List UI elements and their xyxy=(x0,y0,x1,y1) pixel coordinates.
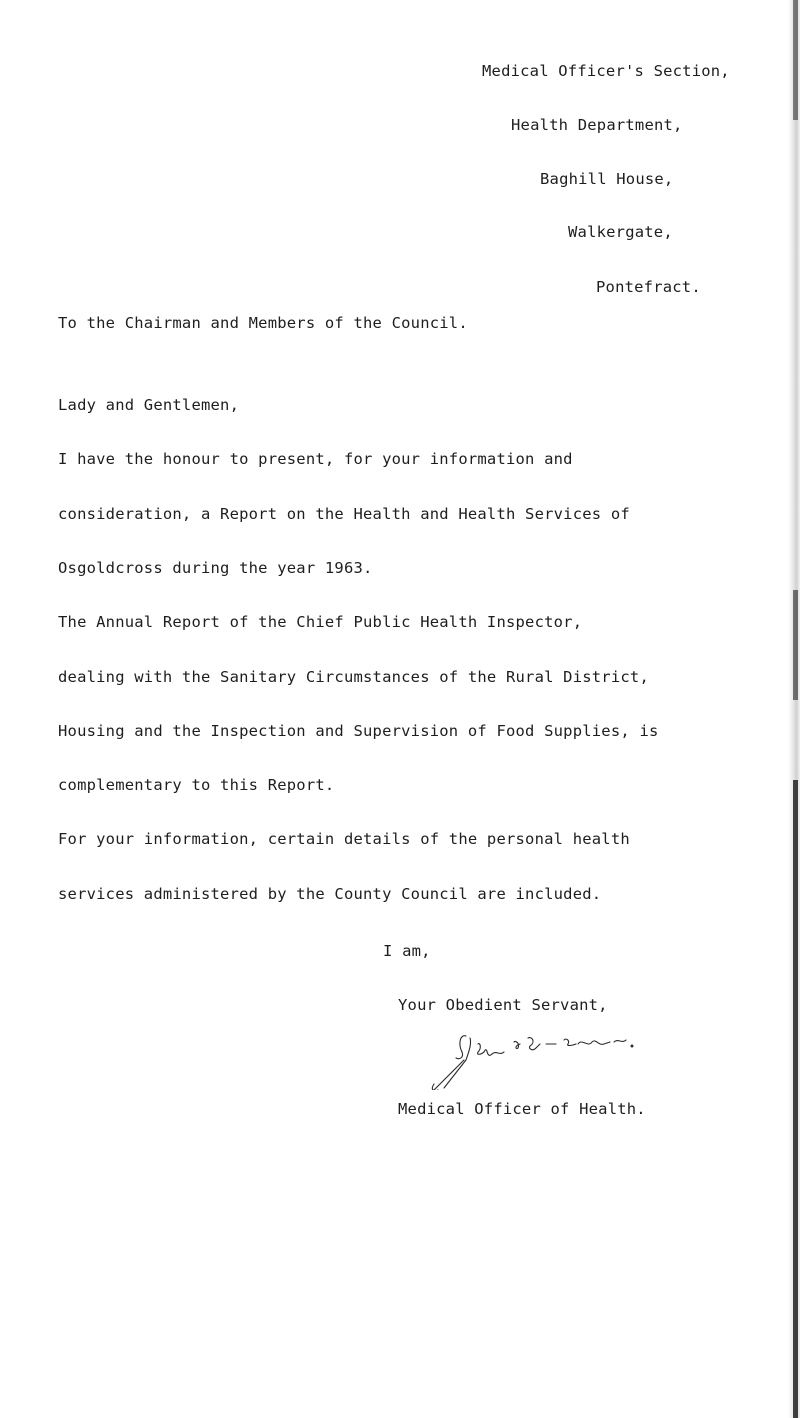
scan-edge-mark xyxy=(793,590,798,700)
salutation: Lady and Gentlemen, xyxy=(58,396,240,414)
body-line: Osgoldcross during the year 1963. xyxy=(58,559,373,577)
body-line: services administered by the County Council are included. xyxy=(58,885,602,903)
scan-edge-mark xyxy=(793,0,798,120)
body-line: complementary to this Report. xyxy=(58,776,335,794)
page-edge-shadow xyxy=(788,0,800,1418)
letterhead-street: Walkergate, xyxy=(568,223,673,241)
closing-i-am: I am, xyxy=(383,942,431,960)
signatory-title: Medical Officer of Health. xyxy=(398,1100,646,1118)
closing-servant: Your Obedient Servant, xyxy=(398,996,608,1014)
letterhead-section: Medical Officer's Section, xyxy=(482,62,730,80)
handwritten-signature xyxy=(420,1030,670,1090)
body-line: Housing and the Inspection and Supervision of Food Supplies, is xyxy=(58,722,659,740)
scan-edge-mark xyxy=(793,780,798,1418)
body-line: The Annual Report of the Chief Public Health Inspector, xyxy=(58,613,583,631)
body-line: I have the honour to present, for your information and xyxy=(58,450,573,468)
letterhead-building: Baghill House, xyxy=(540,170,674,188)
body-line: dealing with the Sanitary Circumstances of the Rural District, xyxy=(58,668,649,686)
body-line: For your information, certain details of the personal health xyxy=(58,830,630,848)
letterhead-department: Health Department, xyxy=(511,116,683,134)
letterhead-town: Pontefract. xyxy=(596,278,701,296)
body-line: consideration, a Report on the Health and Health Services of xyxy=(58,505,630,523)
addressee: To the Chairman and Members of the Council. xyxy=(58,314,468,332)
